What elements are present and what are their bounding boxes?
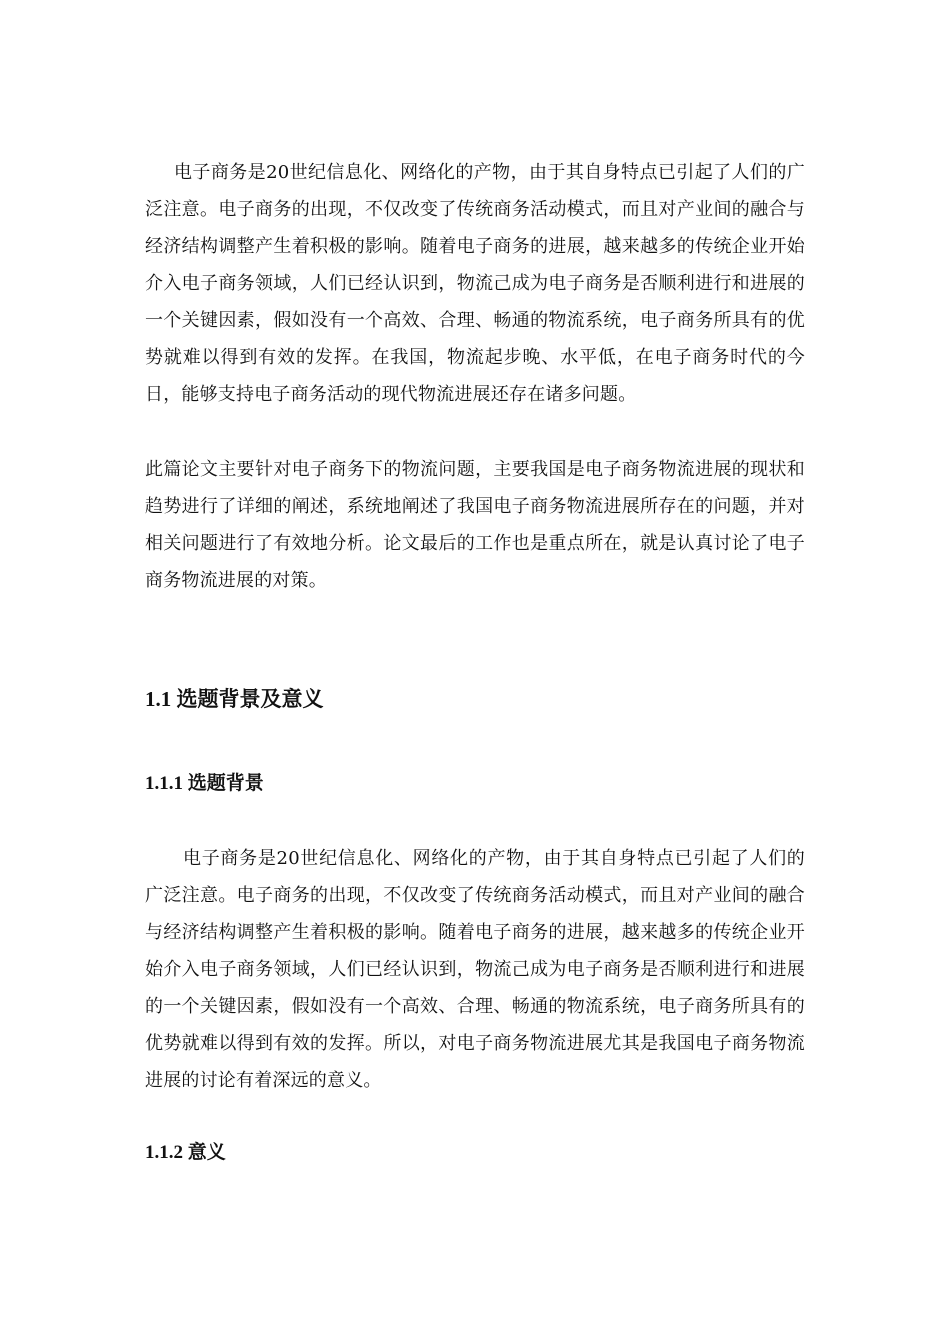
abstract-paragraph-2: 此篇论文主要针对电子商务下的物流问题，主要我国是电子商务物流进展的现状和趋势进行了详细的阐述，系统地阐述了我国电子商务物流进展所存在的问题，并对相关问题进行了有效地分析。论文最后的工作也是重点所在，就是认真讨论了电子商务物流进展的对策。 [145, 459, 805, 591]
section-heading-1-1-1: 1.1.1 选题背景 [145, 773, 264, 794]
section-heading-1-1-2: 1.1.2 意义 [145, 1142, 226, 1163]
section-heading-1-1: 1.1 选题背景及意义 [145, 687, 324, 711]
background-paragraph: 电子商务是20世纪信息化、网络化的产物，由于其自身特点已引起了人们的广泛注意。电子商务的出现，不仅改变了传统商务活动模式，而且对产业间的融合与经济结构调整产生着积极的影响。随着电子商务的进展，越来越多的传统企业开始介入电子商务领域，人们已经认识到，物流己成为电子商务是否顺利进行和进展的一个关键因素，假如没有一个高效、合理、畅通的物流系统，电子商务所具有的优势就难以得到有效的发挥。所以，对电子商务物流进展尤其是我国电子商务物流进展的讨论有着深远的意义。 [145, 848, 805, 1091]
abstract-paragraph-1: 电子商务是20世纪信息化、网络化的产物，由于其自身特点已引起了人们的广泛注意。电子商务的出现，不仅改变了传统商务活动模式，而且对产业间的融合与经济结构调整产生着积极的影响。随着电子商务的进展，越来越多的传统企业开始介入电子商务领域，人们已经认识到，物流己成为电子商务是否顺利进行和进展的一个关键因素，假如没有一个高效、合理、畅通的物流系统，电子商务所具有的优势就难以得到有效的发挥。在我国，物流起步晚、水平低，在电子商务时代的今日，能够支持电子商务活动的现代物流进展还存在诸多问题。 [145, 162, 805, 405]
